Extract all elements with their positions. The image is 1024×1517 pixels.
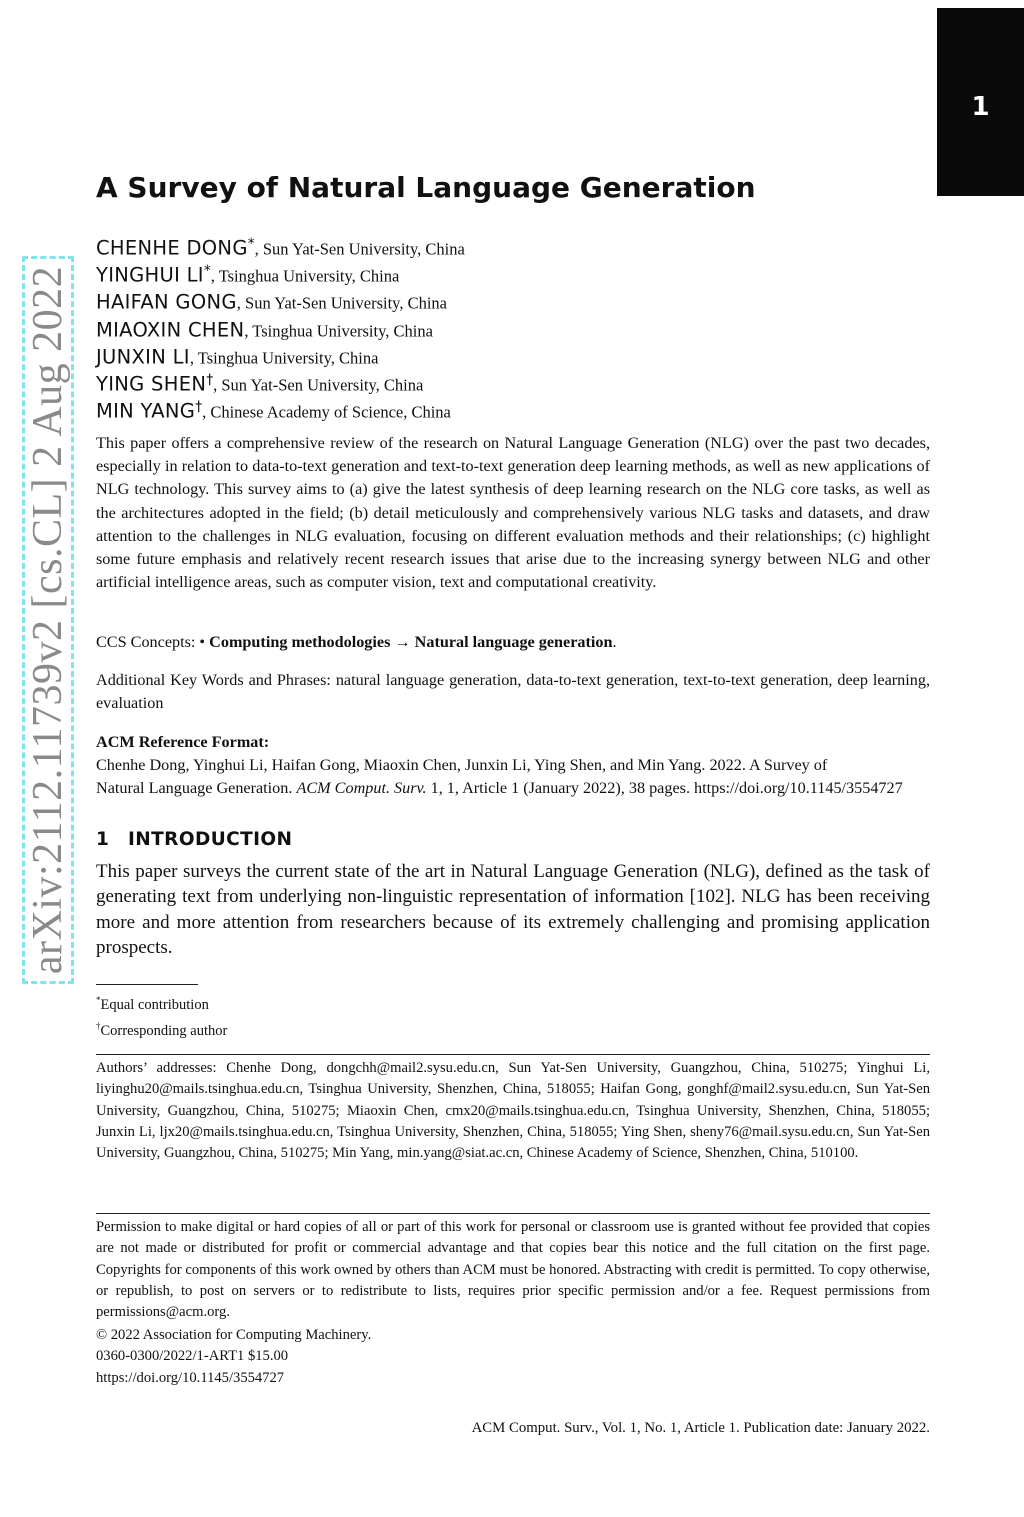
author-entry bbox=[96, 340, 930, 367]
author-name: YINGHUI LI bbox=[96, 263, 204, 287]
keywords: Additional Key Words and Phrases: natural language generation, data-to-text generation, text-to-text generation, deep learning, evaluation bbox=[96, 671, 930, 713]
author-entry bbox=[96, 231, 930, 258]
acm-reference-journal: ACM Comput. Surv. bbox=[296, 779, 427, 797]
intro-paragraph: This paper surveys the current state of the art in Natural Language Generation (NLG), defined as the task of generating text from underlying non-linguistic representation of information [102]. NLG has been receiving more and more attention from researchers because of its extremely challenging and promising application prospects. bbox=[96, 861, 930, 958]
author-name: HAIFAN GONG bbox=[96, 290, 237, 314]
footnotes bbox=[96, 990, 930, 1043]
section-title: INTRODUCTION bbox=[128, 829, 293, 850]
acm-reference-line2-start: Natural Language Generation. bbox=[96, 779, 297, 797]
footnote-rule bbox=[96, 984, 198, 985]
ccs-concept: Computing methodologies → Natural language generation bbox=[209, 633, 613, 651]
ccs-prefix: CCS Concepts: • bbox=[96, 633, 210, 651]
author-name: YING SHEN bbox=[96, 372, 207, 396]
paper-title: A Survey of Natural Language Generation bbox=[96, 171, 756, 204]
author-affiliation: , Tsinghua University, China bbox=[244, 321, 433, 341]
author-affiliation: , Sun Yat-Sen University, China bbox=[213, 375, 424, 395]
footnote bbox=[96, 1016, 930, 1042]
ccs-suffix: . bbox=[612, 633, 617, 651]
addresses-rule bbox=[96, 1054, 930, 1055]
author-entry bbox=[96, 313, 930, 340]
page-number-tab bbox=[937, 8, 1024, 196]
author-entry bbox=[96, 394, 930, 421]
author-name: CHENHE DONG bbox=[96, 236, 248, 260]
permission-notice: Permission to make digital or hard copies of all or part of this work for personal or classroom use is granted without fee provided that copies are not made or distributed for profit or commercial advantage and that copies bear this notice and the full citation on the first page. Copyrights for components of this work owned by others than ACM must be honored. Abstracting with credit is permitted. To copy otherwise, or republish, to post on servers or to redistribute to lists, requires prior specific permission and/or a fee. Request permissions from permissions@acm.org. bbox=[96, 1219, 930, 1321]
author-affiliation: , Tsinghua University, China bbox=[210, 266, 400, 286]
author-name: JUNXIN LI bbox=[96, 345, 190, 369]
permission-rule bbox=[96, 1213, 930, 1214]
author-name: MIN YANG bbox=[96, 399, 196, 423]
footnote-mark: * bbox=[96, 995, 101, 1005]
copyright-line: © 2022 Association for Computing Machinery. bbox=[96, 1327, 372, 1343]
acm-reference-heading: ACM Reference Format: bbox=[96, 733, 270, 751]
footnote bbox=[96, 990, 930, 1016]
author-affiliation: , Tsinghua University, China bbox=[189, 348, 379, 368]
abstract: This paper offers a comprehensive review of the research on Natural Language Generation (NLG) over the past two decades, especially in relation to data-to-text generation and text-to-text generation deep learning methods, as well as new applications of NLG technology. This survey aims to (a) give the latest synthesis of deep learning research on the NLG core tasks, as well as the architectures adopted in the field; (b) detail meticulously and comprehensively various NLG tasks and datasets, and draw attention to the challenges in NLG evaluation, focusing on different evaluation methods and their relationships; (c) highlight some future emphasis and relatively recent research issues that arise due to the increasing synergy between NLG and other artificial intelligence areas, such as computer vision, text and computational creativity. bbox=[96, 434, 930, 592]
author-mark: * bbox=[203, 263, 211, 280]
issn-line: 0360-0300/2022/1-ART1 $15.00 bbox=[96, 1348, 289, 1365]
author-entry bbox=[96, 367, 930, 394]
author-entry bbox=[96, 258, 930, 285]
running-footer: ACM Comput. Surv., Vol. 1, No. 1, Article 1. Publication date: January 2022. bbox=[471, 1420, 930, 1436]
footnote-text: Equal contribution bbox=[100, 996, 209, 1013]
arxiv-stamp-text: arXiv:2112.11739v2 [cs.CL] 2 Aug 2022 bbox=[25, 265, 71, 975]
author-mark: † bbox=[206, 371, 214, 388]
author-affiliation: , Chinese Academy of Science, China bbox=[202, 402, 451, 422]
author-mark: † bbox=[195, 399, 203, 416]
acm-reference-format bbox=[96, 731, 930, 800]
copyright-block bbox=[96, 1325, 930, 1389]
footnote-mark: † bbox=[96, 1021, 101, 1032]
author-affiliation: , Sun Yat-Sen University, China bbox=[254, 239, 465, 259]
acm-reference-line1: Chenhe Dong, Yinghui Li, Haifan Gong, Miaoxin Chen, Junxin Li, Ying Shen, and Min Yang. 2022. A Survey of bbox=[96, 756, 828, 774]
author-affiliation: , Sun Yat-Sen University, China bbox=[236, 293, 447, 313]
author-addresses: Authors’ addresses: Chenhe Dong, dongchh@mail2.sysu.edu.cn, Sun Yat-Sen University, Guangzhou, China, 510275; Yinghui Li, liyinghu20@mails.tsinghua.edu.cn, Tsinghua University, Shenzhen, China, 518055; Haifan Gong, gonghf@mail2.sysu.edu.cn, Sun Yat-Sen University, Guangzhou, China, 510275; Miaoxin Chen, cmx20@mails.tsinghua.edu.cn, Tsinghua University, Shenzhen, China, 518055; Junxin Li, ljx20@mails.tsinghua.edu.cn, Tsinghua University, Shenzhen, China, 518055; Ying Shen, sheny76@mail.sysu.edu.cn, Sun Yat-Sen University, Guangzhou, China, 510275; Min Yang, min.yang@siat.ac.cn, Chinese Academy of Science, Shenzhen, China, 510100. bbox=[96, 1060, 930, 1162]
doi-link[interactable]: https://doi.org/10.1145/3554727 bbox=[96, 1369, 285, 1386]
footnote-text: Corresponding author bbox=[100, 1023, 228, 1040]
ccs-concepts bbox=[96, 631, 930, 654]
author-mark: * bbox=[247, 236, 255, 252]
author-list bbox=[96, 231, 930, 421]
acm-reference-line2-end: 1, 1, Article 1 (January 2022), 38 pages. https://doi.org/10.1145/3554727 bbox=[426, 779, 903, 797]
author-entry bbox=[96, 285, 930, 312]
page-number: 1 bbox=[971, 92, 990, 122]
section-number: 1 bbox=[96, 829, 110, 850]
author-name: MIAOXIN CHEN bbox=[96, 318, 245, 342]
section-heading bbox=[96, 829, 292, 850]
